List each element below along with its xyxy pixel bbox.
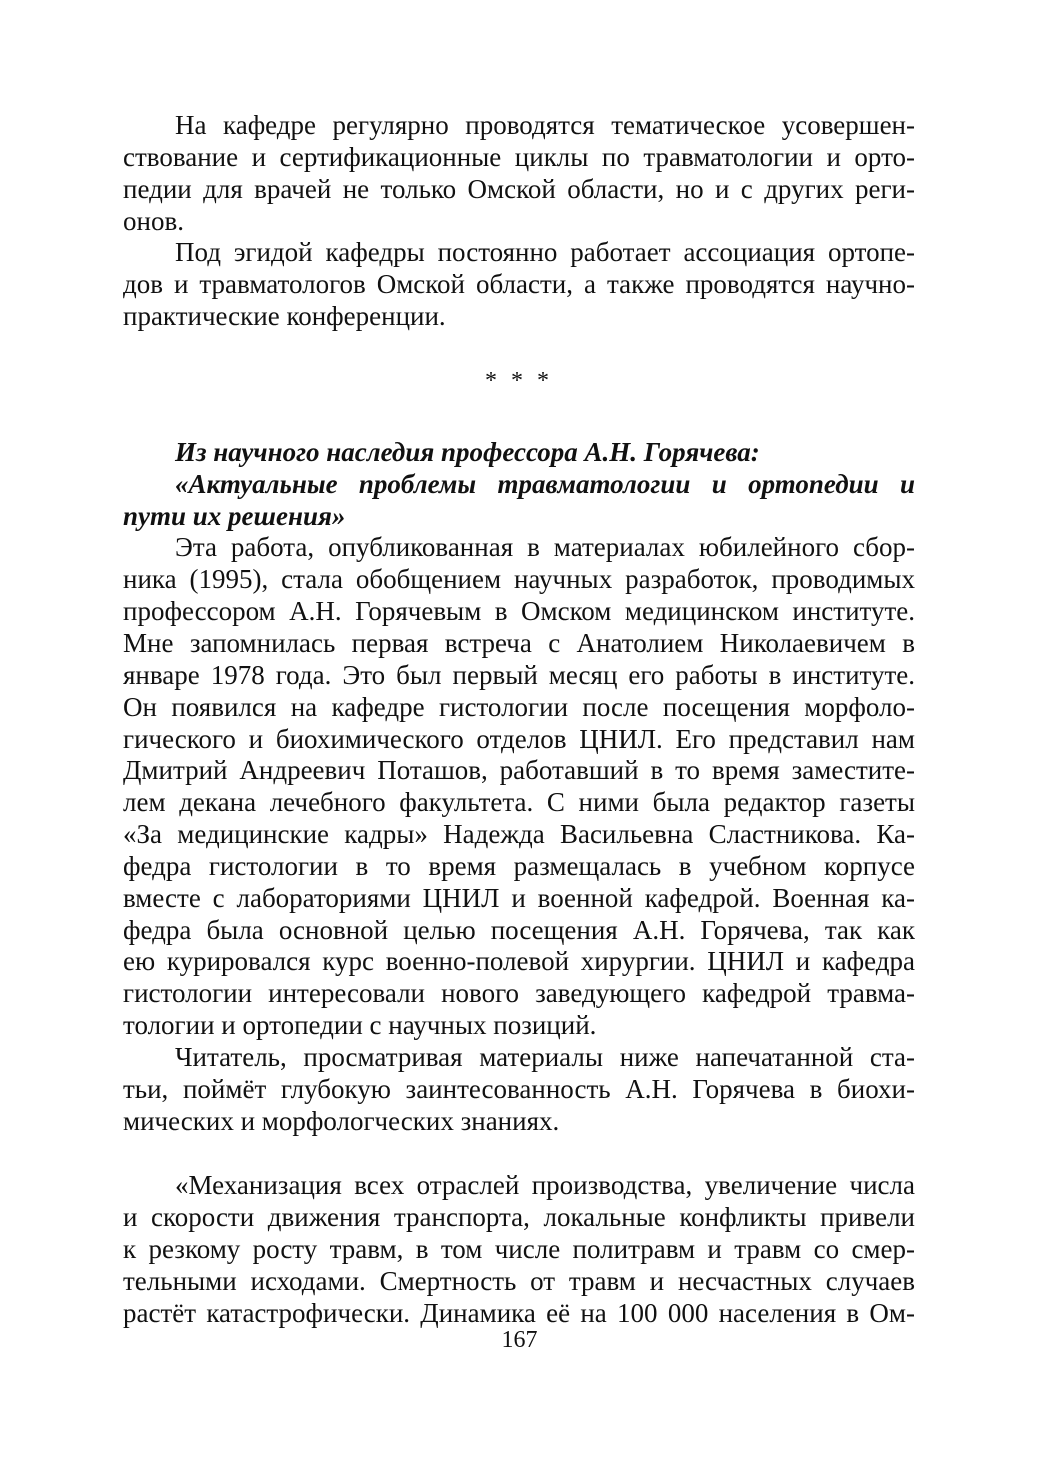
- text-line: Дмитрий Андреевич Поташов, работавший в то время заместите-: [123, 755, 915, 786]
- text-line: «Механизация всех отраслей производства, увеличение числа: [175, 1170, 915, 1201]
- text-line: гического и биохимического отделов ЦНИЛ. Его представил нам: [123, 723, 915, 754]
- text-line: Читатель, просматривая материалы ниже напечатанной ста-: [175, 1041, 915, 1072]
- heading-line: Из научного наследия профессора А.Н. Горячева:: [175, 436, 760, 467]
- section-heading: [123, 437, 915, 533]
- text-line: к резкому росту травм, в том числе политравм и травм со смер-: [123, 1234, 915, 1265]
- paragraph-4: [123, 1042, 915, 1138]
- text-line: онов.: [123, 205, 184, 236]
- text-line: ею курировался курс военно-полевой хирургии. ЦНИЛ и кафедра: [123, 946, 915, 977]
- text-line: ствование и сертификационные циклы по травматологии и орто-: [123, 141, 915, 172]
- page-body: [123, 110, 915, 1330]
- paragraph-5-quote: [123, 1170, 915, 1329]
- text-line: тьи, поймёт глубокую заинтесованность А.Н. Горячева в биохи-: [123, 1073, 915, 1104]
- text-line: январе 1978 года. Это был первый месяц его работы в институте.: [123, 659, 915, 690]
- paragraph-2: [123, 237, 915, 333]
- section-separator: * * *: [485, 367, 553, 394]
- text-line: тологии и ортопедии с научных позиций.: [123, 1010, 597, 1041]
- heading-line: пути их решения»: [123, 500, 346, 531]
- text-line: гистологии интересовали нового заведующего кафедрой травма-: [123, 978, 915, 1009]
- text-line: Эта работа, опубликованная в материалах юбилейного сбор-: [175, 532, 915, 563]
- text-line: федра гистологии в то время размещалась в учебном корпусе: [123, 850, 915, 881]
- text-line: Под эгидой кафедры постоянно работает ассоциация ортопе-: [175, 237, 915, 268]
- text-line: ника (1995), стала обобщением научных разработок, проводимых: [123, 564, 915, 595]
- text-line: и скорости движения транспорта, локальные конфликты привели: [123, 1202, 915, 1233]
- text-line: тельными исходами. Смертность от травм и несчастных случаев: [123, 1266, 915, 1296]
- text-line: педии для врачей не только Омской области, но и с других реги-: [123, 173, 915, 204]
- text-line: лем декана лечебного факультета. С ними была редактор газеты: [123, 787, 915, 818]
- text-line: растёт катастрофически. Динамика её на 100 000 населения в Ом-: [123, 1297, 915, 1328]
- text-line: «За медицинские кадры» Надежда Васильевна Сластникова. Ка-: [123, 819, 915, 850]
- text-line: дов и травматологов Омской области, а также проводятся научно-: [123, 269, 915, 300]
- text-line: практические конференции.: [123, 301, 446, 332]
- text-line: Он появился на кафедре гистологии после посещения морфоло-: [123, 691, 915, 722]
- paragraph-1: [123, 110, 915, 237]
- text-line: Мне запомнилась первая встреча с Анатолием Николаевичем в: [123, 627, 915, 658]
- text-line: На кафедре регулярно проводятся тематическое усовершен-: [175, 110, 915, 140]
- paragraph-3: [123, 532, 915, 1042]
- text-line: вместе с лабораториями ЦНИЛ и военной кафедрой. Военная ка-: [123, 882, 915, 913]
- heading-line: «Актуальные проблемы травматологии и ортопедии и: [175, 468, 915, 499]
- page-number: 167: [501, 1327, 538, 1353]
- text-line: мических и морфологческих знаниях.: [123, 1105, 560, 1136]
- text-line: профессором А.Н. Горячевым в Омском медицинском институте.: [123, 596, 915, 627]
- blank-gap: [123, 1137, 915, 1170]
- text-line: федра была основной целью посещения А.Н. Горячева, так как: [123, 914, 915, 945]
